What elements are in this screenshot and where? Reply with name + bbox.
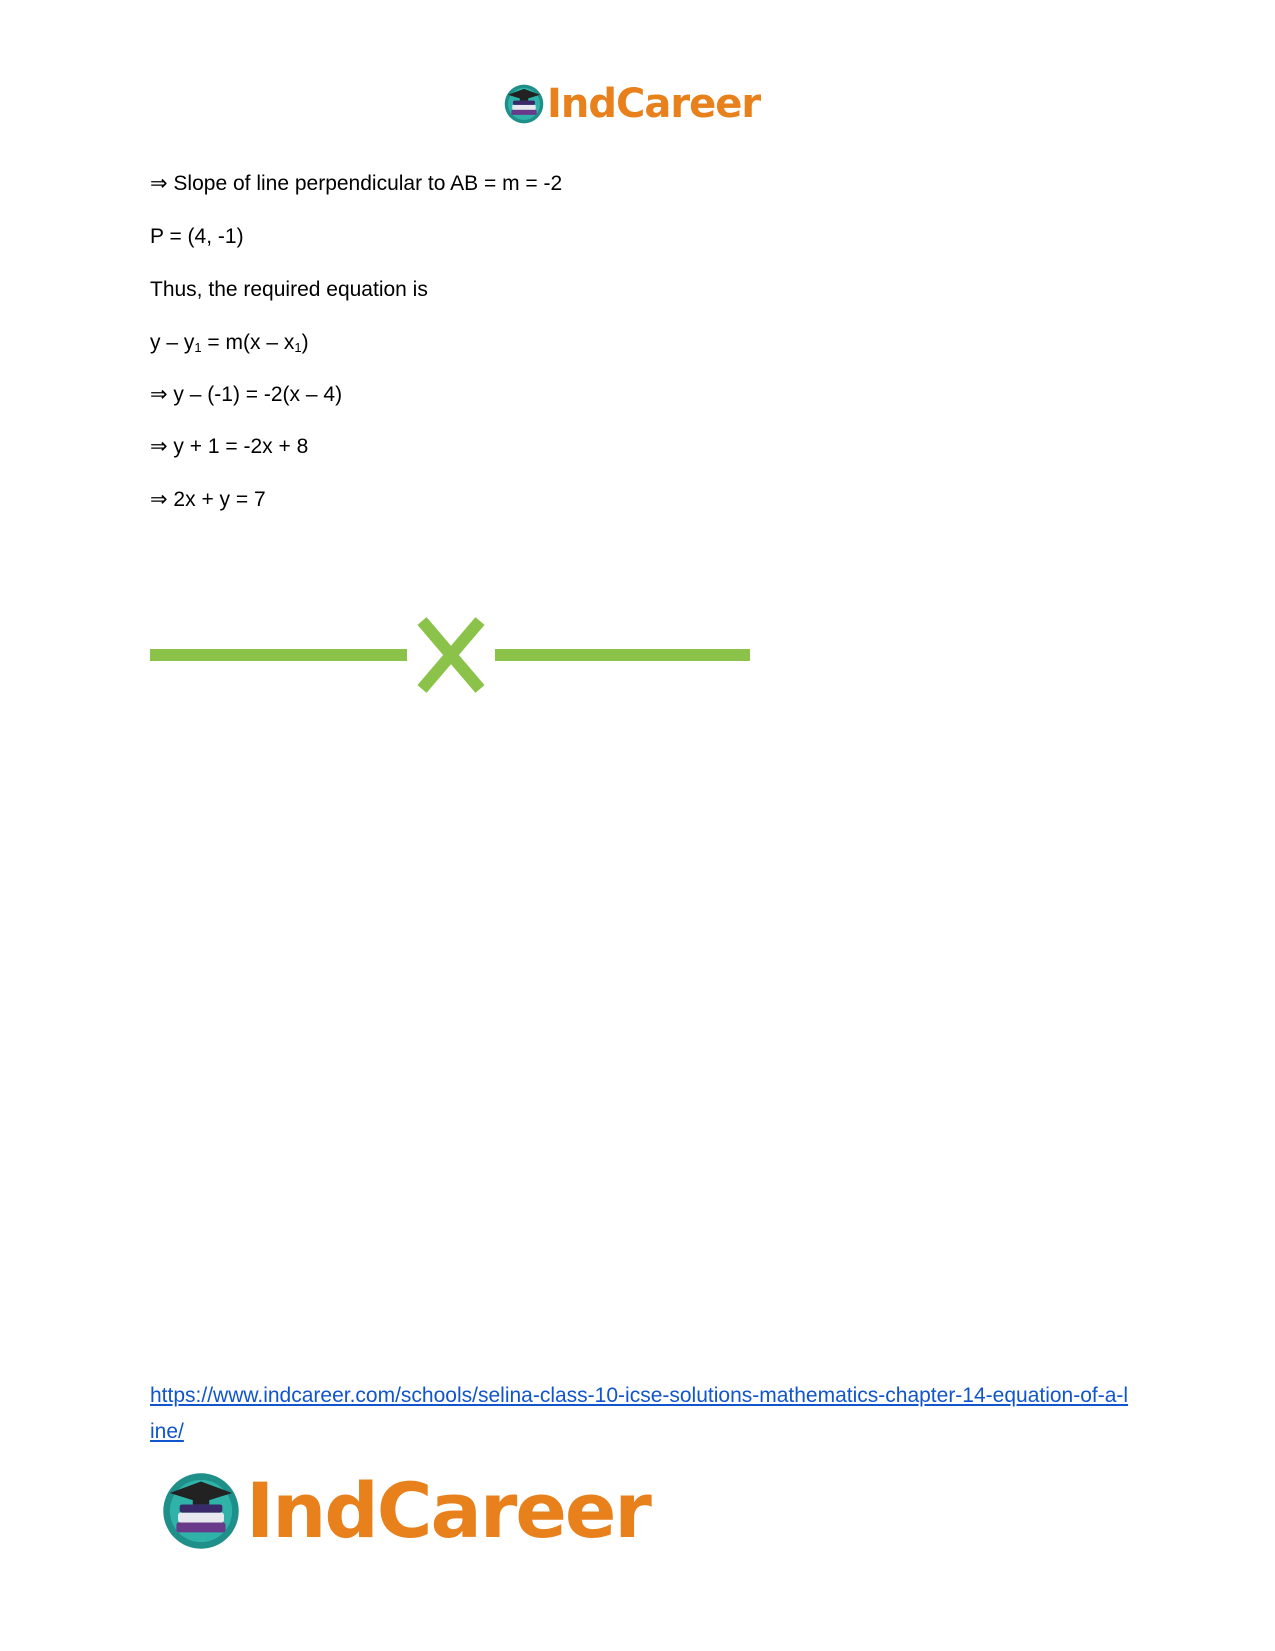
logo-wordmark: IndCareer: [547, 81, 761, 127]
logo-wordmark: IndCareer: [246, 1466, 650, 1555]
section-divider: [150, 615, 750, 695]
header-logo: [503, 80, 760, 128]
text-line: ⇒ Slope of line perpendicular to AB = m = -2: [150, 172, 563, 195]
graduation-book-icon: [503, 83, 545, 125]
graduation-book-icon: [160, 1470, 242, 1552]
divider-right-bar: [495, 649, 750, 661]
text-line: ⇒ y + 1 = -2x + 8: [150, 435, 309, 458]
formula-subscript: 1: [294, 340, 302, 355]
text-line: Thus, the required equation is: [150, 278, 428, 301]
formula-subscript: 1: [194, 340, 202, 355]
divider-left-bar: [150, 649, 407, 661]
text-line: P = (4, -1): [150, 225, 244, 248]
formula-part: = m(x – x: [201, 331, 295, 354]
source-link[interactable]: https://www.indcareer.com/schools/selina-class-10-icse-solutions-mathematics-chapter-14-equation-of-a-line/: [150, 1384, 1129, 1443]
formula-part: y – y: [150, 331, 195, 354]
text-line: ⇒ y – (-1) = -2(x – 4): [150, 383, 343, 406]
formula-part: ): [301, 331, 309, 354]
text-line: ⇒ 2x + y = 7: [150, 488, 266, 511]
formula-line: [150, 330, 309, 356]
footer-logo: [160, 1468, 650, 1554]
